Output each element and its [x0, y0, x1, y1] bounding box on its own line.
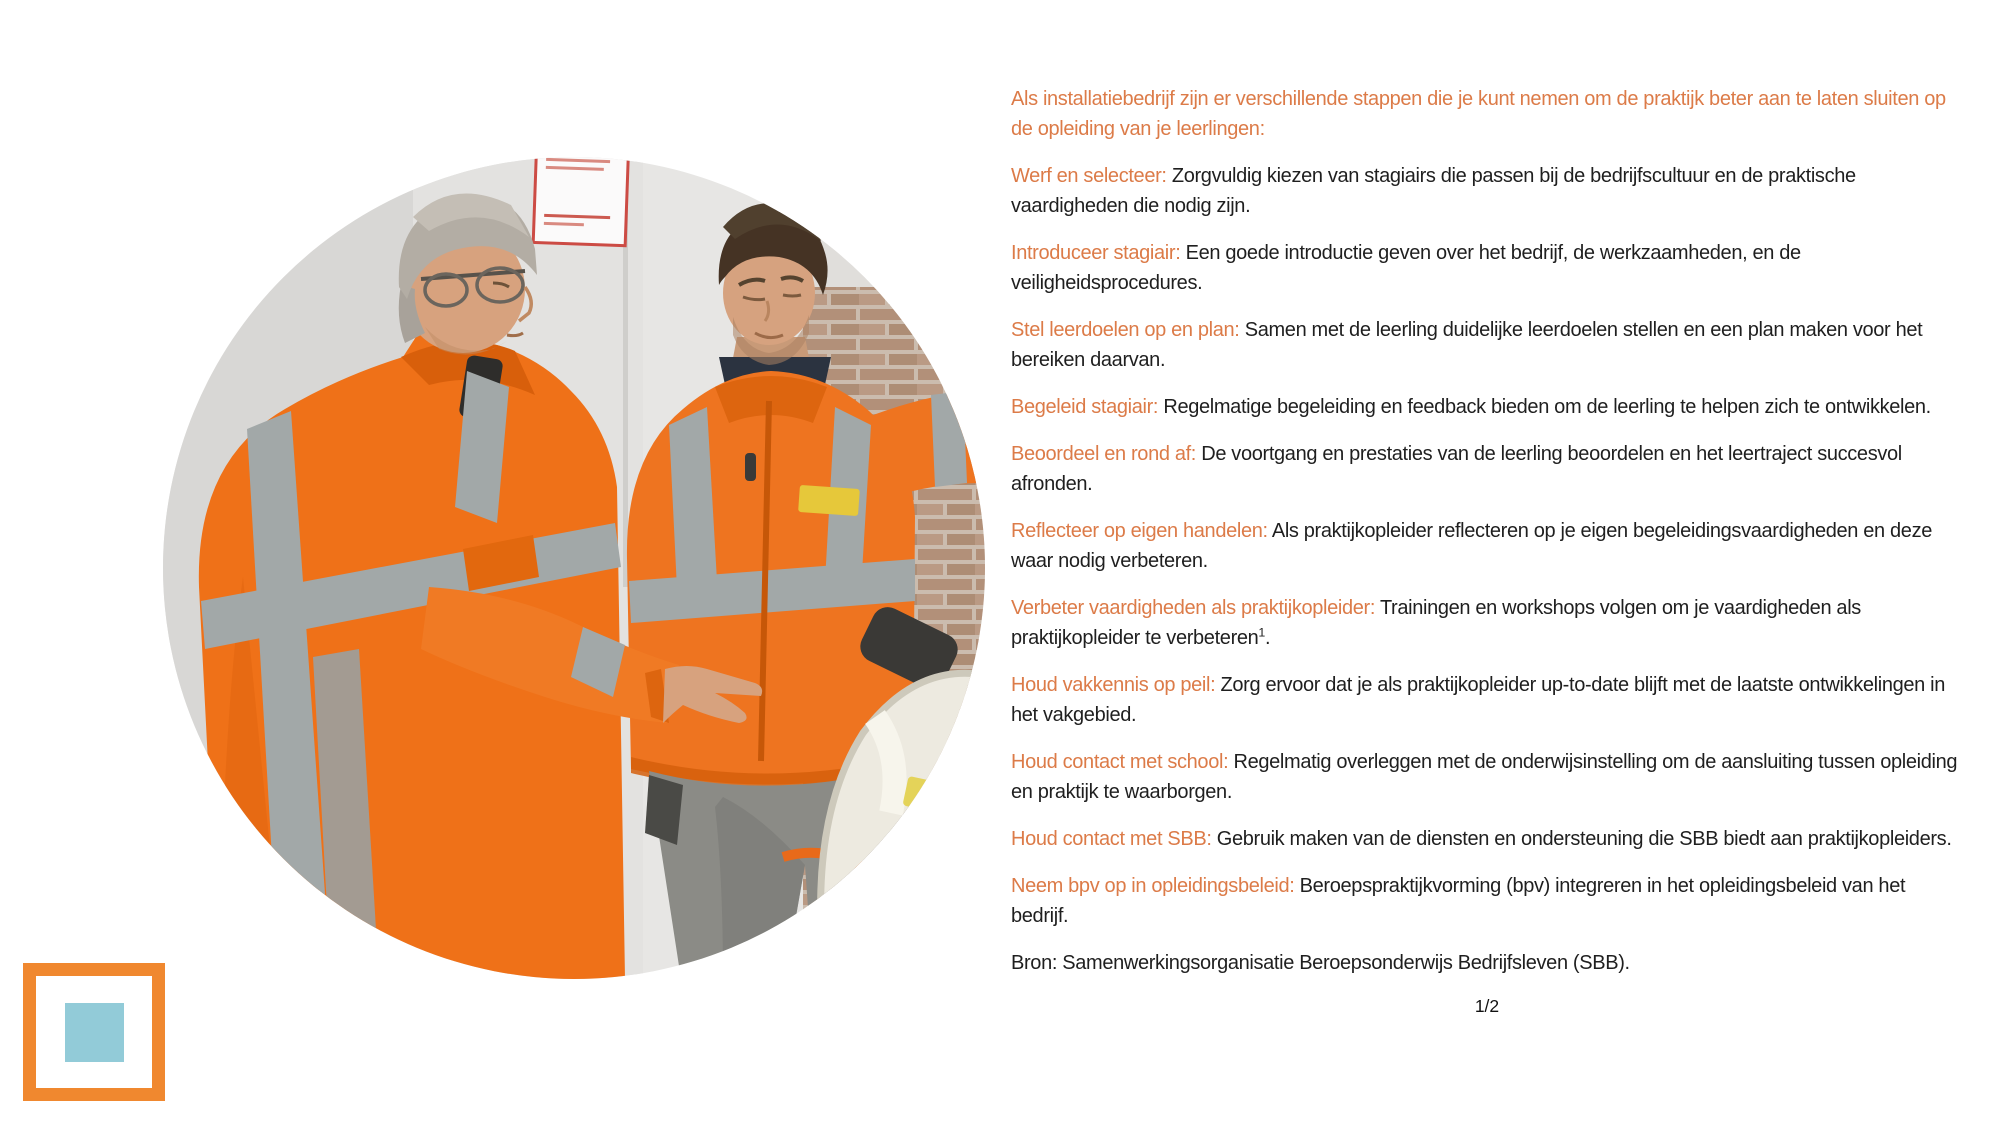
step-body: Samen met de leerling duidelijke leerdoelen stellen en een plan maken voor het bereiken daarvan.	[1011, 319, 1923, 371]
step-label: Beoordeel en rond af:	[1011, 443, 1197, 465]
step-label: Reflecteer op eigen handelen:	[1011, 520, 1268, 542]
step-paragraph	[1011, 871, 1963, 931]
wall-poster	[533, 157, 629, 246]
step-paragraph	[1011, 516, 1963, 576]
step-paragraph	[1011, 747, 1963, 807]
step-label: Houd vakkennis op peil:	[1011, 674, 1216, 696]
step-body: Zorgvuldig kiezen van stagiairs die passen bij de bedrijfscultuur en de praktische vaardigheden die nodig zijn.	[1011, 165, 1856, 217]
step-paragraph	[1011, 238, 1963, 298]
page-indicator: 1/2	[1474, 996, 1500, 1016]
text-column	[1011, 84, 1963, 1017]
step-label: Houd contact met school:	[1011, 751, 1229, 773]
step-paragraph	[1011, 315, 1963, 375]
step-body: Gebruik maken van de diensten en ondersteuning die SBB biedt aan praktijkopleiders.	[1216, 828, 1952, 850]
intro-paragraph: Als installatiebedrijf zijn er verschillende stappen die je kunt nemen om de praktijk beter aan te laten sluiten op de opleiding van je leerlingen:	[1011, 88, 1946, 140]
photo-two-technicians	[163, 157, 985, 979]
step-paragraph	[1011, 392, 1963, 422]
step-paragraph	[1011, 670, 1963, 730]
step-paragraph	[1011, 161, 1963, 221]
step-label: Verbeter vaardigheden als praktijkopleider:	[1011, 597, 1376, 619]
step-paragraph	[1011, 439, 1963, 499]
step-label: Stel leerdoelen op en plan:	[1011, 319, 1240, 341]
step-label: Begeleid stagiair:	[1011, 396, 1159, 418]
photo-illustration	[163, 157, 985, 979]
step-label: Introduceer stagiair:	[1011, 242, 1181, 264]
step-body: Regelmatige begeleiding en feedback bieden om de leerling te helpen zich te ontwikkelen.	[1163, 396, 1931, 418]
step-body: Trainingen en workshops volgen om je vaardigheden als praktijkopleider te verbeteren	[1011, 597, 1861, 649]
step-body: Zorg ervoor dat je als praktijkopleider up-to-date blijft met de laatste ontwikkelingen in het vakgebied.	[1011, 674, 1945, 726]
step-paragraph	[1011, 824, 1963, 854]
step-label: Neem bpv op in opleidingsbeleid:	[1011, 875, 1295, 897]
steps-list	[1011, 161, 1963, 931]
step-paragraph: Verbeter vaardigheden als praktijkopleider: Trainingen en workshops volgen om je vaardigheden als praktijkopleider te verbeteren$^1$.	[1011, 597, 1861, 649]
step-body: De voortgang en prestaties van de leerling beoordelen en het leertraject succesvol afronden.	[1011, 443, 1902, 495]
brand-logo-square	[65, 1003, 124, 1062]
step-label: Werf en selecteer:	[1011, 165, 1167, 187]
footnote-marker: 1	[1258, 625, 1265, 640]
step-body: Regelmatig overleggen met de onderwijsinstelling om de aansluiting tussen opleiding en praktijk te waarborgen.	[1011, 751, 1958, 803]
step-body: Als praktijkopleider reflecteren op je eigen begeleidingsvaardigheden en deze waar nodig verbeteren.	[1011, 520, 1933, 572]
step-body: Een goede introductie geven over het bedrijf, de werkzaamheden, en de veiligheidsprocedures.	[1011, 242, 1801, 294]
step-label: Houd contact met SBB:	[1011, 828, 1212, 850]
step-body: Beroepspraktijkvorming (bpv) integreren in het opleidingsbeleid van het bedrijf.	[1011, 875, 1906, 927]
source-line: Bron: Samenwerkingsorganisatie Beroepsonderwijs Bedrijfsleven (SBB).	[1011, 952, 1630, 974]
brand-logo	[23, 963, 165, 1101]
